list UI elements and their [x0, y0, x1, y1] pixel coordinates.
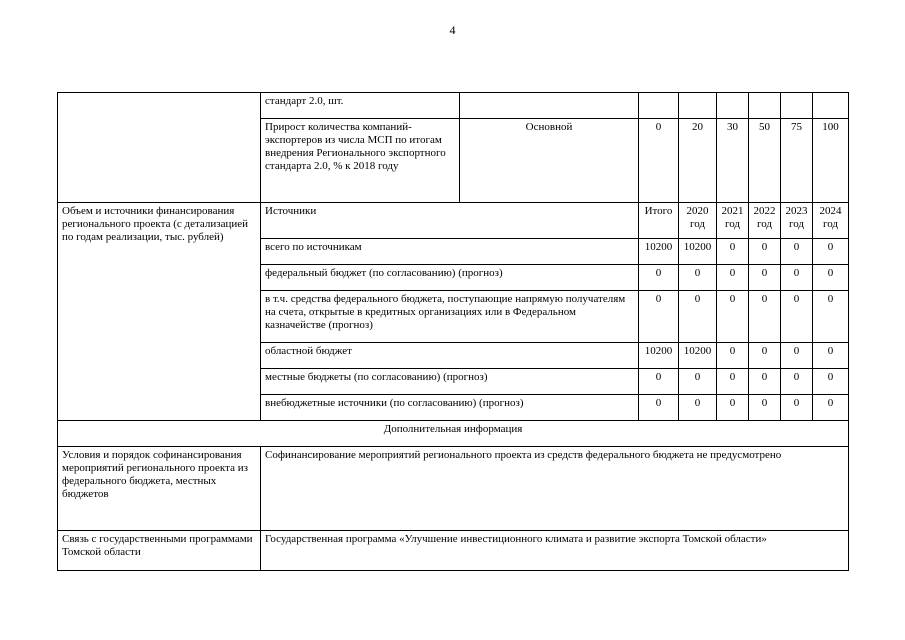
financing-value: 0: [717, 239, 749, 265]
financing-row-label: федеральный бюджет (по согласованию) (прогноз): [261, 265, 639, 291]
financing-header-row: [58, 203, 849, 239]
page-number: 4: [449, 23, 456, 37]
financing-value: 0: [749, 291, 781, 343]
financing-value: 0: [639, 265, 679, 291]
financing-row-label: внебюджетные источники (по согласованию) (прогноз): [261, 395, 639, 421]
financing-value: 0: [781, 291, 813, 343]
financing-value: 0: [813, 395, 849, 421]
indicator-row-tail: [58, 93, 849, 119]
financing-col-header: 2022 год: [749, 203, 781, 239]
financing-value: 10200: [639, 239, 679, 265]
financing-value: 10200: [679, 239, 717, 265]
financing-value: 0: [749, 343, 781, 369]
financing-col-header: Итого: [639, 203, 679, 239]
indicator-type: Основной: [460, 119, 639, 203]
financing-value: 0: [749, 395, 781, 421]
financing-value: 0: [813, 343, 849, 369]
programs-label: Связь с государственными программами Томской области: [58, 531, 261, 571]
cofinancing-label: Условия и порядок софинансирования мероприятий регионального проекта из федерального бюджета, местных бюджетов: [58, 447, 261, 531]
indicator-value: 0: [639, 119, 679, 203]
additional-info-heading-row: [58, 421, 849, 447]
financing-value: 0: [679, 265, 717, 291]
financing-value: 0: [639, 291, 679, 343]
financing-value: 0: [781, 265, 813, 291]
financing-value: 0: [717, 343, 749, 369]
financing-row-label: в т.ч. средства федерального бюджета, поступающие напрямую получателям на счета, открытые в кредитных организациях или в Федеральном казначействе (прогноз): [261, 291, 639, 343]
indicator-tail-label: стандарт 2.0, шт.: [261, 93, 460, 119]
financing-value: 0: [749, 265, 781, 291]
financing-col-header: 2024 год: [813, 203, 849, 239]
financing-col-header: 2023 год: [781, 203, 813, 239]
financing-value: 0: [679, 369, 717, 395]
financing-value: 0: [639, 369, 679, 395]
financing-row-label: местные бюджеты (по согласованию) (прогноз): [261, 369, 639, 395]
indicator-value: 100: [813, 119, 849, 203]
financing-value: 0: [749, 369, 781, 395]
indicator-value: 75: [781, 119, 813, 203]
financing-value: 0: [781, 369, 813, 395]
programs-text: Государственная программа «Улучшение инвестиционного климата и развитие экспорта Томской области»: [261, 531, 849, 571]
financing-value: 0: [717, 265, 749, 291]
financing-value: 0: [749, 239, 781, 265]
cofinancing-text: Софинансирование мероприятий регионального проекта из средств федерального бюджета не предусмотрено: [261, 447, 849, 531]
financing-value: 0: [639, 395, 679, 421]
financing-row-label: всего по источникам: [261, 239, 639, 265]
financing-value: 0: [717, 395, 749, 421]
financing-value: 0: [679, 291, 717, 343]
financing-value: 0: [813, 291, 849, 343]
additional-info-heading: Дополнительная информация: [58, 421, 849, 447]
financing-value: 0: [679, 395, 717, 421]
indicator-label: Прирост количества компаний-экспортеров из числа МСП по итогам внедрения Регионального экспортного стандарта 2.0, % к 2018 году: [261, 119, 460, 203]
indicator-blank-cell: [58, 93, 261, 203]
financing-value: 0: [813, 239, 849, 265]
financing-value: 0: [781, 343, 813, 369]
financing-value: 0: [781, 395, 813, 421]
financing-sources-header: Источники: [261, 203, 639, 239]
financing-value: 0: [781, 239, 813, 265]
indicator-value: 20: [679, 119, 717, 203]
cofinancing-row: [58, 447, 849, 531]
indicator-tail-empty: [460, 93, 639, 119]
financing-col-header: 2021 год: [717, 203, 749, 239]
passport-table: [57, 92, 849, 571]
programs-row: [58, 531, 849, 571]
financing-value: 10200: [639, 343, 679, 369]
indicator-value: 50: [749, 119, 781, 203]
financing-value: 0: [717, 291, 749, 343]
financing-value: 0: [717, 369, 749, 395]
financing-title: Объем и источники финансирования регионального проекта (с детализацией по годам реализации, тыс. рублей): [58, 203, 261, 421]
financing-value: 0: [813, 369, 849, 395]
indicator-value: 30: [717, 119, 749, 203]
financing-row-label: областной бюджет: [261, 343, 639, 369]
financing-value: 0: [813, 265, 849, 291]
financing-col-header: 2020 год: [679, 203, 717, 239]
financing-value: 10200: [679, 343, 717, 369]
